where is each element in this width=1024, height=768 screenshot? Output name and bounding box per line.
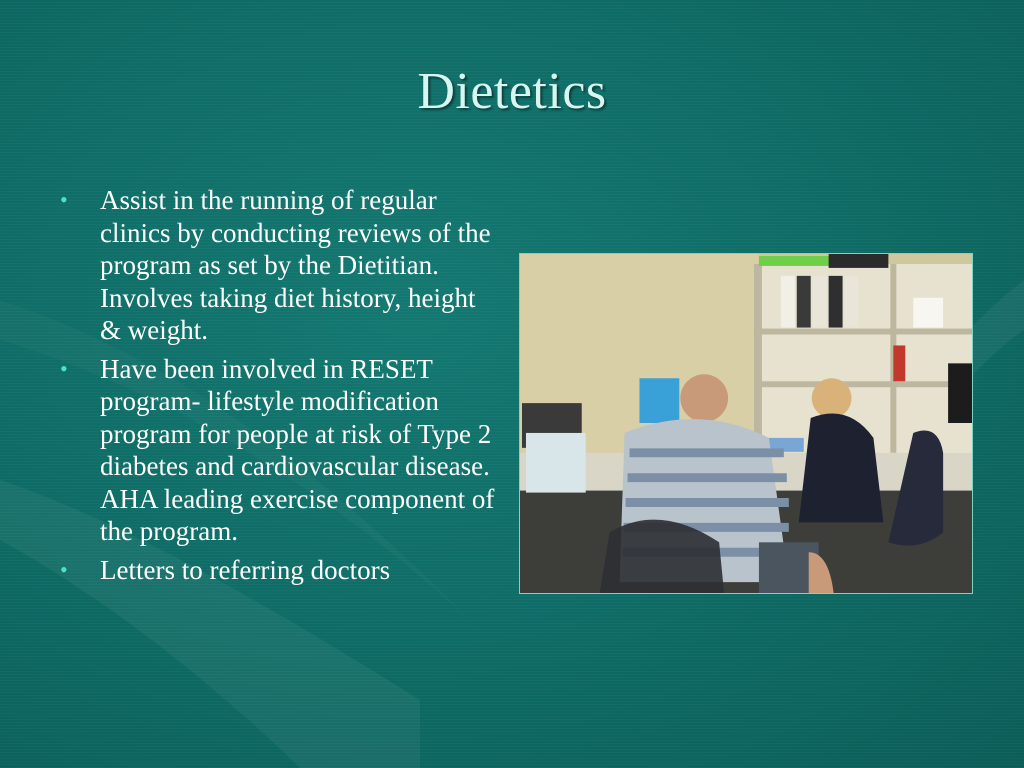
bullet-text: Letters to referring doctors bbox=[100, 554, 391, 585]
bullet-item bbox=[60, 184, 500, 347]
bullet-list bbox=[60, 184, 500, 592]
bullet-text: Assist in the running of regular clinics by conducting reviews of the program as set by the Dietitian. Involves taking diet history, height & weight. bbox=[100, 185, 491, 345]
bullet-item bbox=[60, 554, 500, 587]
bullet-icon: • bbox=[60, 187, 68, 212]
bullet-text: Have been involved in RESET program- lifestyle modification program for people at risk of Type 2 diabetes and cardiovascular disease. AHA leading exercise component of the program. bbox=[100, 353, 495, 546]
slide-title: Dietetics bbox=[417, 63, 607, 120]
clinic-photo bbox=[519, 253, 973, 594]
bullet-icon: • bbox=[60, 556, 68, 582]
bullet-icon: • bbox=[60, 355, 68, 381]
bullet-item bbox=[60, 353, 500, 548]
